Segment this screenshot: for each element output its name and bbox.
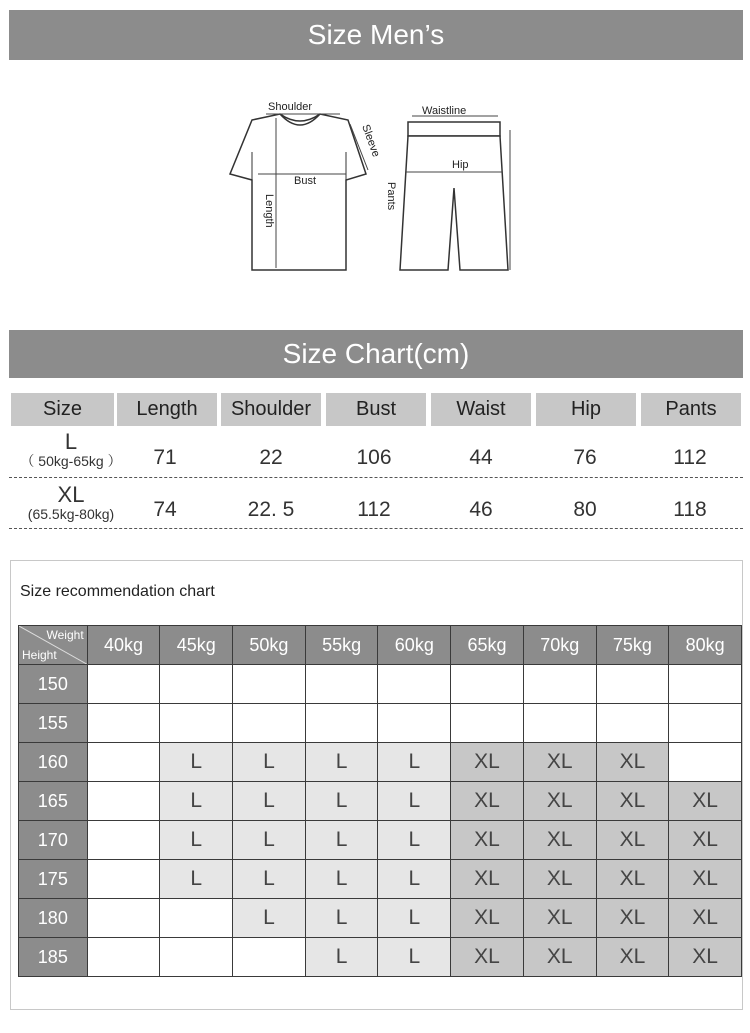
pants-diagram — [400, 122, 508, 270]
size-recommendation-cell — [87, 899, 160, 938]
recommendation-row — [19, 860, 742, 899]
size-recommendation-cell: L — [233, 782, 306, 821]
value-length: 74 — [153, 498, 177, 521]
height-cell: 165 — [19, 782, 88, 821]
size-recommendation-cell — [451, 704, 524, 743]
size-recommendation-cell: XL — [669, 860, 742, 899]
weight-header-cell: 40kg — [87, 626, 160, 665]
height-cell: 170 — [19, 821, 88, 860]
tshirt-diagram — [230, 114, 366, 270]
value-waist: 44 — [469, 446, 493, 469]
shoulder-label: Shoulder — [268, 101, 313, 113]
size-recommendation-cell: L — [305, 860, 378, 899]
waistline-label: Waistline — [422, 105, 467, 117]
size-recommendation-cell: L — [305, 782, 378, 821]
size-recommendation-cell: L — [233, 821, 306, 860]
size-recommendation-cell — [523, 704, 596, 743]
pants-label: Pants — [385, 182, 397, 211]
size-recommendation-cell: XL — [451, 860, 524, 899]
height-cell: 175 — [19, 860, 88, 899]
size-recommendation-cell — [305, 704, 378, 743]
size-recommendation-cell — [233, 665, 306, 704]
corner-cell — [19, 626, 88, 665]
size-recommendation-cell — [87, 938, 160, 977]
size-name: XL — [57, 482, 85, 507]
weight-header-cell: 45kg — [160, 626, 233, 665]
height-cell: 150 — [19, 665, 88, 704]
recommendation-row — [19, 704, 742, 743]
recommendation-row — [19, 899, 742, 938]
header-bust: Bust — [326, 393, 426, 426]
value-pants: 118 — [673, 498, 707, 521]
size-recommendation-cell: XL — [523, 782, 596, 821]
size-row-l — [9, 430, 743, 476]
size-recommendation-cell: L — [378, 899, 451, 938]
size-recommendation-cell: L — [378, 821, 451, 860]
header-hip: Hip — [536, 393, 636, 426]
height-cell: 160 — [19, 743, 88, 782]
size-range: （ 50kg-65kg ） — [20, 453, 122, 469]
size-recommendation-cell: L — [378, 782, 451, 821]
sleeve-label: Sleeve — [359, 122, 382, 159]
size-recommendation-cell: XL — [596, 821, 669, 860]
bust-label: Bust — [294, 175, 317, 187]
size-recommendation-cell — [669, 743, 742, 782]
size-recommendation-cell — [87, 860, 160, 899]
size-recommendation-cell: L — [160, 743, 233, 782]
size-recommendation-cell — [596, 704, 669, 743]
banner-size-mens: Size Men’s — [9, 10, 743, 60]
size-recommendation-cell — [160, 938, 233, 977]
size-recommendation-cell: XL — [596, 743, 669, 782]
value-length: 71 — [153, 446, 177, 469]
height-cell: 185 — [19, 938, 88, 977]
weight-header-cell: 75kg — [596, 626, 669, 665]
size-recommendation-cell — [160, 704, 233, 743]
header-waist: Waist — [431, 393, 531, 426]
size-recommendation-cell: L — [233, 860, 306, 899]
weight-header-cell: 60kg — [378, 626, 451, 665]
size-recommendation-cell — [233, 704, 306, 743]
size-recommendation-cell: XL — [596, 782, 669, 821]
size-recommendation-cell: XL — [669, 782, 742, 821]
length-label: Length — [263, 194, 275, 228]
size-recommendation-cell: XL — [596, 860, 669, 899]
size-recommendation-cell: XL — [451, 782, 524, 821]
header-size: Size — [11, 393, 114, 426]
value-bust: 106 — [356, 446, 392, 469]
size-recommendation-cell: L — [378, 860, 451, 899]
hip-label: Hip — [452, 159, 469, 171]
size-recommendation-cell — [87, 665, 160, 704]
recommendation-row — [19, 782, 742, 821]
size-recommendation-cell: L — [160, 782, 233, 821]
size-recommendation-cell: XL — [669, 938, 742, 977]
size-recommendation-cell — [305, 665, 378, 704]
weight-header-cell: 65kg — [451, 626, 524, 665]
height-cell: 180 — [19, 899, 88, 938]
size-recommendation-cell: XL — [451, 938, 524, 977]
header-length: Length — [117, 393, 217, 426]
size-recommendation-cell — [451, 665, 524, 704]
value-shoulder: 22 — [259, 446, 283, 469]
size-recommendation-cell: XL — [451, 743, 524, 782]
size-recommendation-cell: XL — [596, 899, 669, 938]
value-hip: 76 — [573, 446, 597, 469]
recommendation-row — [19, 821, 742, 860]
weight-header-row — [19, 626, 742, 665]
size-recommendation-cell: XL — [523, 821, 596, 860]
size-row-xl — [9, 481, 743, 527]
size-recommendation-cell: L — [305, 743, 378, 782]
size-recommendation-cell — [87, 821, 160, 860]
value-hip: 80 — [573, 498, 597, 521]
size-recommendation-cell: XL — [523, 860, 596, 899]
weight-header-cell: 55kg — [305, 626, 378, 665]
header-shoulder: Shoulder — [221, 393, 321, 426]
size-recommendation-cell — [160, 899, 233, 938]
size-recommendation-cell — [669, 665, 742, 704]
value-shoulder: 22. 5 — [247, 498, 295, 521]
size-recommendation-cell: L — [378, 743, 451, 782]
corner-weight-label: Weight — [46, 628, 84, 642]
value-bust: 112 — [357, 498, 391, 521]
corner-height-label: Height — [22, 648, 57, 662]
height-cell: 155 — [19, 704, 88, 743]
size-recommendation-cell: XL — [523, 899, 596, 938]
size-recommendation-cell: XL — [523, 938, 596, 977]
weight-header-cell: 70kg — [523, 626, 596, 665]
size-recommendation-cell — [233, 938, 306, 977]
size-recommendation-cell: XL — [669, 899, 742, 938]
size-recommendation-cell — [378, 704, 451, 743]
size-recommendation-cell — [160, 665, 233, 704]
size-recommendation-panel — [10, 560, 743, 1010]
recommendation-row — [19, 938, 742, 977]
size-recommendation-cell — [378, 665, 451, 704]
size-recommendation-cell: L — [160, 860, 233, 899]
size-recommendation-cell: L — [378, 938, 451, 977]
value-pants: 112 — [673, 446, 707, 469]
size-recommendation-cell: XL — [451, 821, 524, 860]
recommendation-row — [19, 665, 742, 704]
value-waist: 46 — [469, 498, 493, 521]
row-divider — [9, 528, 743, 529]
size-recommendation-cell: L — [305, 938, 378, 977]
size-recommendation-cell — [87, 743, 160, 782]
banner-size-chart: Size Chart(cm) — [9, 330, 743, 378]
weight-header-cell: 50kg — [233, 626, 306, 665]
size-recommendation-cell: L — [233, 743, 306, 782]
size-recommendation-cell: XL — [451, 899, 524, 938]
header-pants: Pants — [641, 393, 741, 426]
size-recommendation-cell: XL — [669, 821, 742, 860]
size-recommendation-cell: L — [160, 821, 233, 860]
recommendation-table — [18, 625, 742, 977]
garment-diagram — [0, 92, 750, 292]
weight-header-cell: 80kg — [669, 626, 742, 665]
size-recommendation-cell: L — [233, 899, 306, 938]
size-recommendation-cell — [87, 704, 160, 743]
size-recommendation-cell — [523, 665, 596, 704]
size-recommendation-cell: L — [305, 821, 378, 860]
row-divider — [9, 477, 743, 478]
recommendation-title: Size recommendation chart — [20, 583, 215, 600]
size-recommendation-cell: L — [305, 899, 378, 938]
size-recommendation-cell — [669, 704, 742, 743]
size-recommendation-cell: XL — [523, 743, 596, 782]
size-range: (65.5kg-80kg) — [27, 506, 115, 522]
size-recommendation-cell — [596, 665, 669, 704]
size-recommendation-cell — [87, 782, 160, 821]
recommendation-row — [19, 743, 742, 782]
size-recommendation-cell: XL — [596, 938, 669, 977]
size-name: L — [64, 429, 78, 454]
